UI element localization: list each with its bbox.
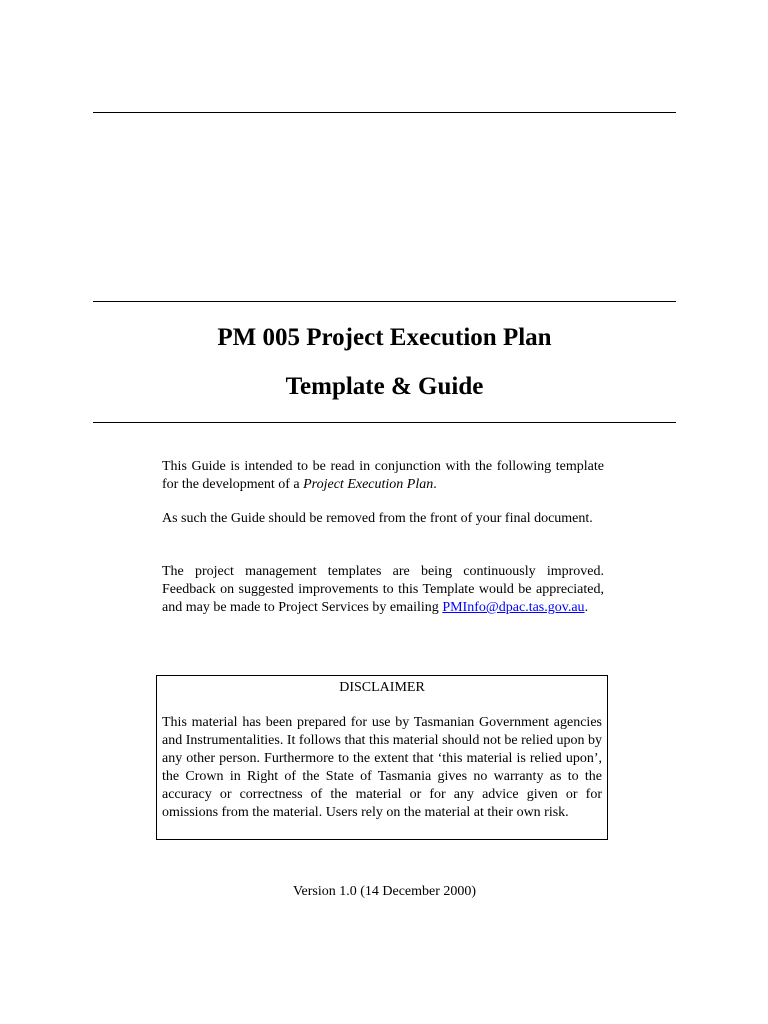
disclaimer-body: This material has been prepared for use by Tasmanian Government agencies and Instrumentalities. It follows that this material should not be relied upon by any other person. Furthermore to the extent that ‘this material is relied upon’, the Crown in Right of the State of Tasmania gives no warranty as to the accuracy or correctness of the material or for any advice given or for omissions from the material. Users rely on the material at their own risk.	[162, 715, 602, 820]
disclaimer-heading: DISCLAIMER	[339, 680, 425, 695]
intro-paragraph-1-text: This Guide is intended to be read in conjunction with the following template for the development of a	[162, 459, 604, 492]
intro-paragraph-3-end: .	[584, 600, 589, 615]
intro-paragraph-1	[162, 458, 604, 494]
title-top-rule	[93, 301, 676, 302]
email-link[interactable]: PMInfo@dpac.tas.gov.au	[442, 600, 585, 615]
version-label: Version 1.0 (14 December 2000)	[292, 884, 477, 899]
intro-paragraph-2-text: As such the Guide should be removed from the front of your final document.	[162, 511, 593, 526]
page-subtitle: Template & Guide	[285, 373, 484, 400]
title-bottom-rule	[93, 422, 676, 423]
disclaimer-box	[156, 675, 608, 840]
intro-paragraph-1-end: .	[433, 477, 437, 492]
top-rule	[93, 112, 676, 113]
intro-paragraph-3	[162, 563, 604, 617]
page-title: PM 005 Project Execution Plan	[217, 324, 552, 351]
intro-paragraph-1-emphasis: Project Execution Plan	[303, 477, 434, 492]
intro-paragraph-2	[162, 510, 604, 528]
intro-paragraph-3-text: The project management templates are being continuously improved. Feedback on suggested improvements to this Template would be appreciated, and may be made to Project Services by emailing	[162, 564, 604, 615]
